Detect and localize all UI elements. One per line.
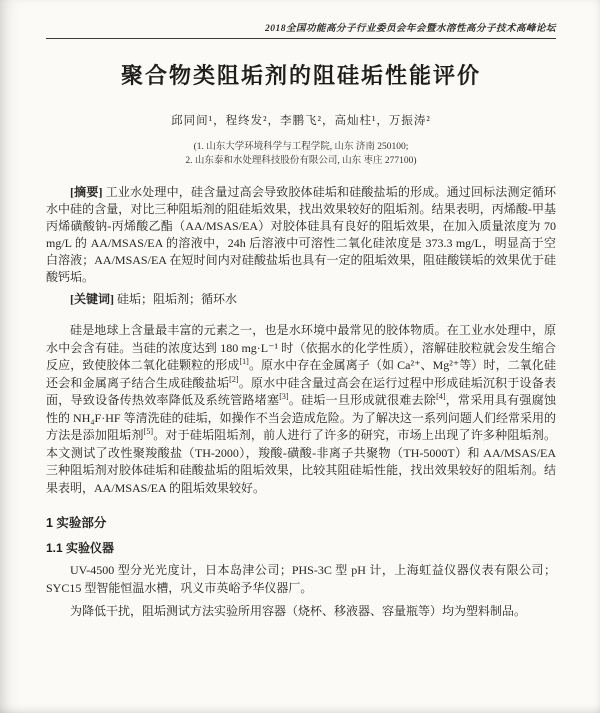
paper-title: 聚合物类阻垢剂的阻硅垢性能评价 <box>120 63 481 88</box>
intro-seg-1: 硅是地球上含量最丰富的元素之一，也是水环境中最常见的胶体物质。在工业水处理中，原水中会含有硅。当硅的浓度达到 180 mg·L⁻¹ 时（依据水的化学性质），溶解硅胶粒就会发生缩合反应，致使胶体二氧化硅颗粒的形成 <box>46 323 556 372</box>
intro-seg-3: 。原水中硅含量过高会在运行过程中形成硅垢沉积于设备表面，导致设备传热效率降低及系统管路堵塞 <box>46 375 556 407</box>
intro-seg-2: 。原水中存在金属离子（如 Ca²⁺、Mg²⁺等）时，二氧化硅还会和金属离子结合生成硅酸盐垢 <box>46 358 556 390</box>
conference-header <box>46 20 556 34</box>
instruments-paragraph: UV-4500 型分光光度计，日本岛津公司；PHS-3C 型 pH 计，上海虹益仪器仪表有限公司；SYC15 型智能恒温水槽，巩义市英峪予华仪器厂。 <box>46 563 556 595</box>
intro-seg-6: 。对于硅垢阻垢剂，前人进行了许多的研究，市场上出现了许多种阻垢剂。本文测试了改性聚羧酸盐（TH-2000），羧酸-磺酸-非离子共聚物（TH-5000T）和 AA/MSAS/EA 三种阻垢剂对胶体硅垢和硅酸盐垢的阻垢效果，比较其阻硅垢性能，找出效果较好的阻垢剂。结果表明，AA/MSAS/EA 的阻垢效果较好。 <box>46 428 556 495</box>
section-heading-experimental: 1 实验部分 <box>46 516 107 530</box>
affiliation-line-2: 2. 山东泰和水处理科技股份有限公司, 山东 枣庄 277100) <box>185 156 417 166</box>
keywords-line <box>46 291 556 308</box>
introduction-paragraph <box>46 322 556 497</box>
intro-seg-4: 。硅垢一旦形成就很难去除 <box>288 393 437 407</box>
header-rule <box>46 38 556 39</box>
citation-ref-4: [4] <box>436 392 446 401</box>
abstract-text: 工业水处理中，硅含量过高会导致胶体硅垢和硅酸盐垢的形成。通过回标法测定循环水中硅的含量，对比三种阻垢剂的阻硅垢效果，找出效果较好的阻垢剂。结果表明，丙烯酸-甲基丙烯磺酸钠-丙烯酸乙酯（AA/MSAS/EA）对胶体硅具有良好的阻垢效果，在加入质量浓度为 70 mg/L 的 AA/MSAS/EA 的溶液中，24h 后溶液中可溶性二氧化硅浓度是 373.3 mg/L，明显高于空白溶液；AA/MSAS/EA 在短时间内对硅酸盐垢也具有一定的阻垢效果，阻硅酸镁垢的效果优于硅酸钙垢。 <box>46 185 557 284</box>
affiliations-block <box>46 140 556 168</box>
conference-title: 2018全国功能高分子行业委员会年会暨水溶性高分子技术高峰论坛 <box>264 24 556 34</box>
subsection-heading-instruments: 1.1 实验仪器 <box>46 541 115 555</box>
authors-line: 邱同间¹，程终发²，李鹏飞²，高灿柱¹，万振涛² <box>171 115 431 127</box>
abstract-label: [摘要] <box>70 185 103 199</box>
keywords-label: [关键词] <box>70 292 114 306</box>
citation-ref-1: [1] <box>239 357 249 366</box>
citation-ref-5: [5] <box>143 427 154 436</box>
citation-ref-2: [2] <box>229 374 239 384</box>
citation-ref-3: [3] <box>279 392 289 401</box>
materials-paragraph: 为降低干扰，阻垢测试方法实验所用容器（烧杯、移液器、容量瓶等）均为塑料制品。 <box>70 604 527 618</box>
abstract-paragraph <box>46 184 556 286</box>
intro-seg-5: ，常采用具有强腐蚀性的 NH₄F·HF 等清洗硅的硅垢，如操作不当会造成危险。为了解决这一系列问题人们经常采用的方法是添加阻垢剂 <box>46 393 556 442</box>
keywords-text: 硅垢；阻垢剂；循环水 <box>117 292 238 306</box>
affiliation-line-1: (1. 山东大学环境科学与工程学院, 山东 济南 250100; <box>193 142 409 152</box>
